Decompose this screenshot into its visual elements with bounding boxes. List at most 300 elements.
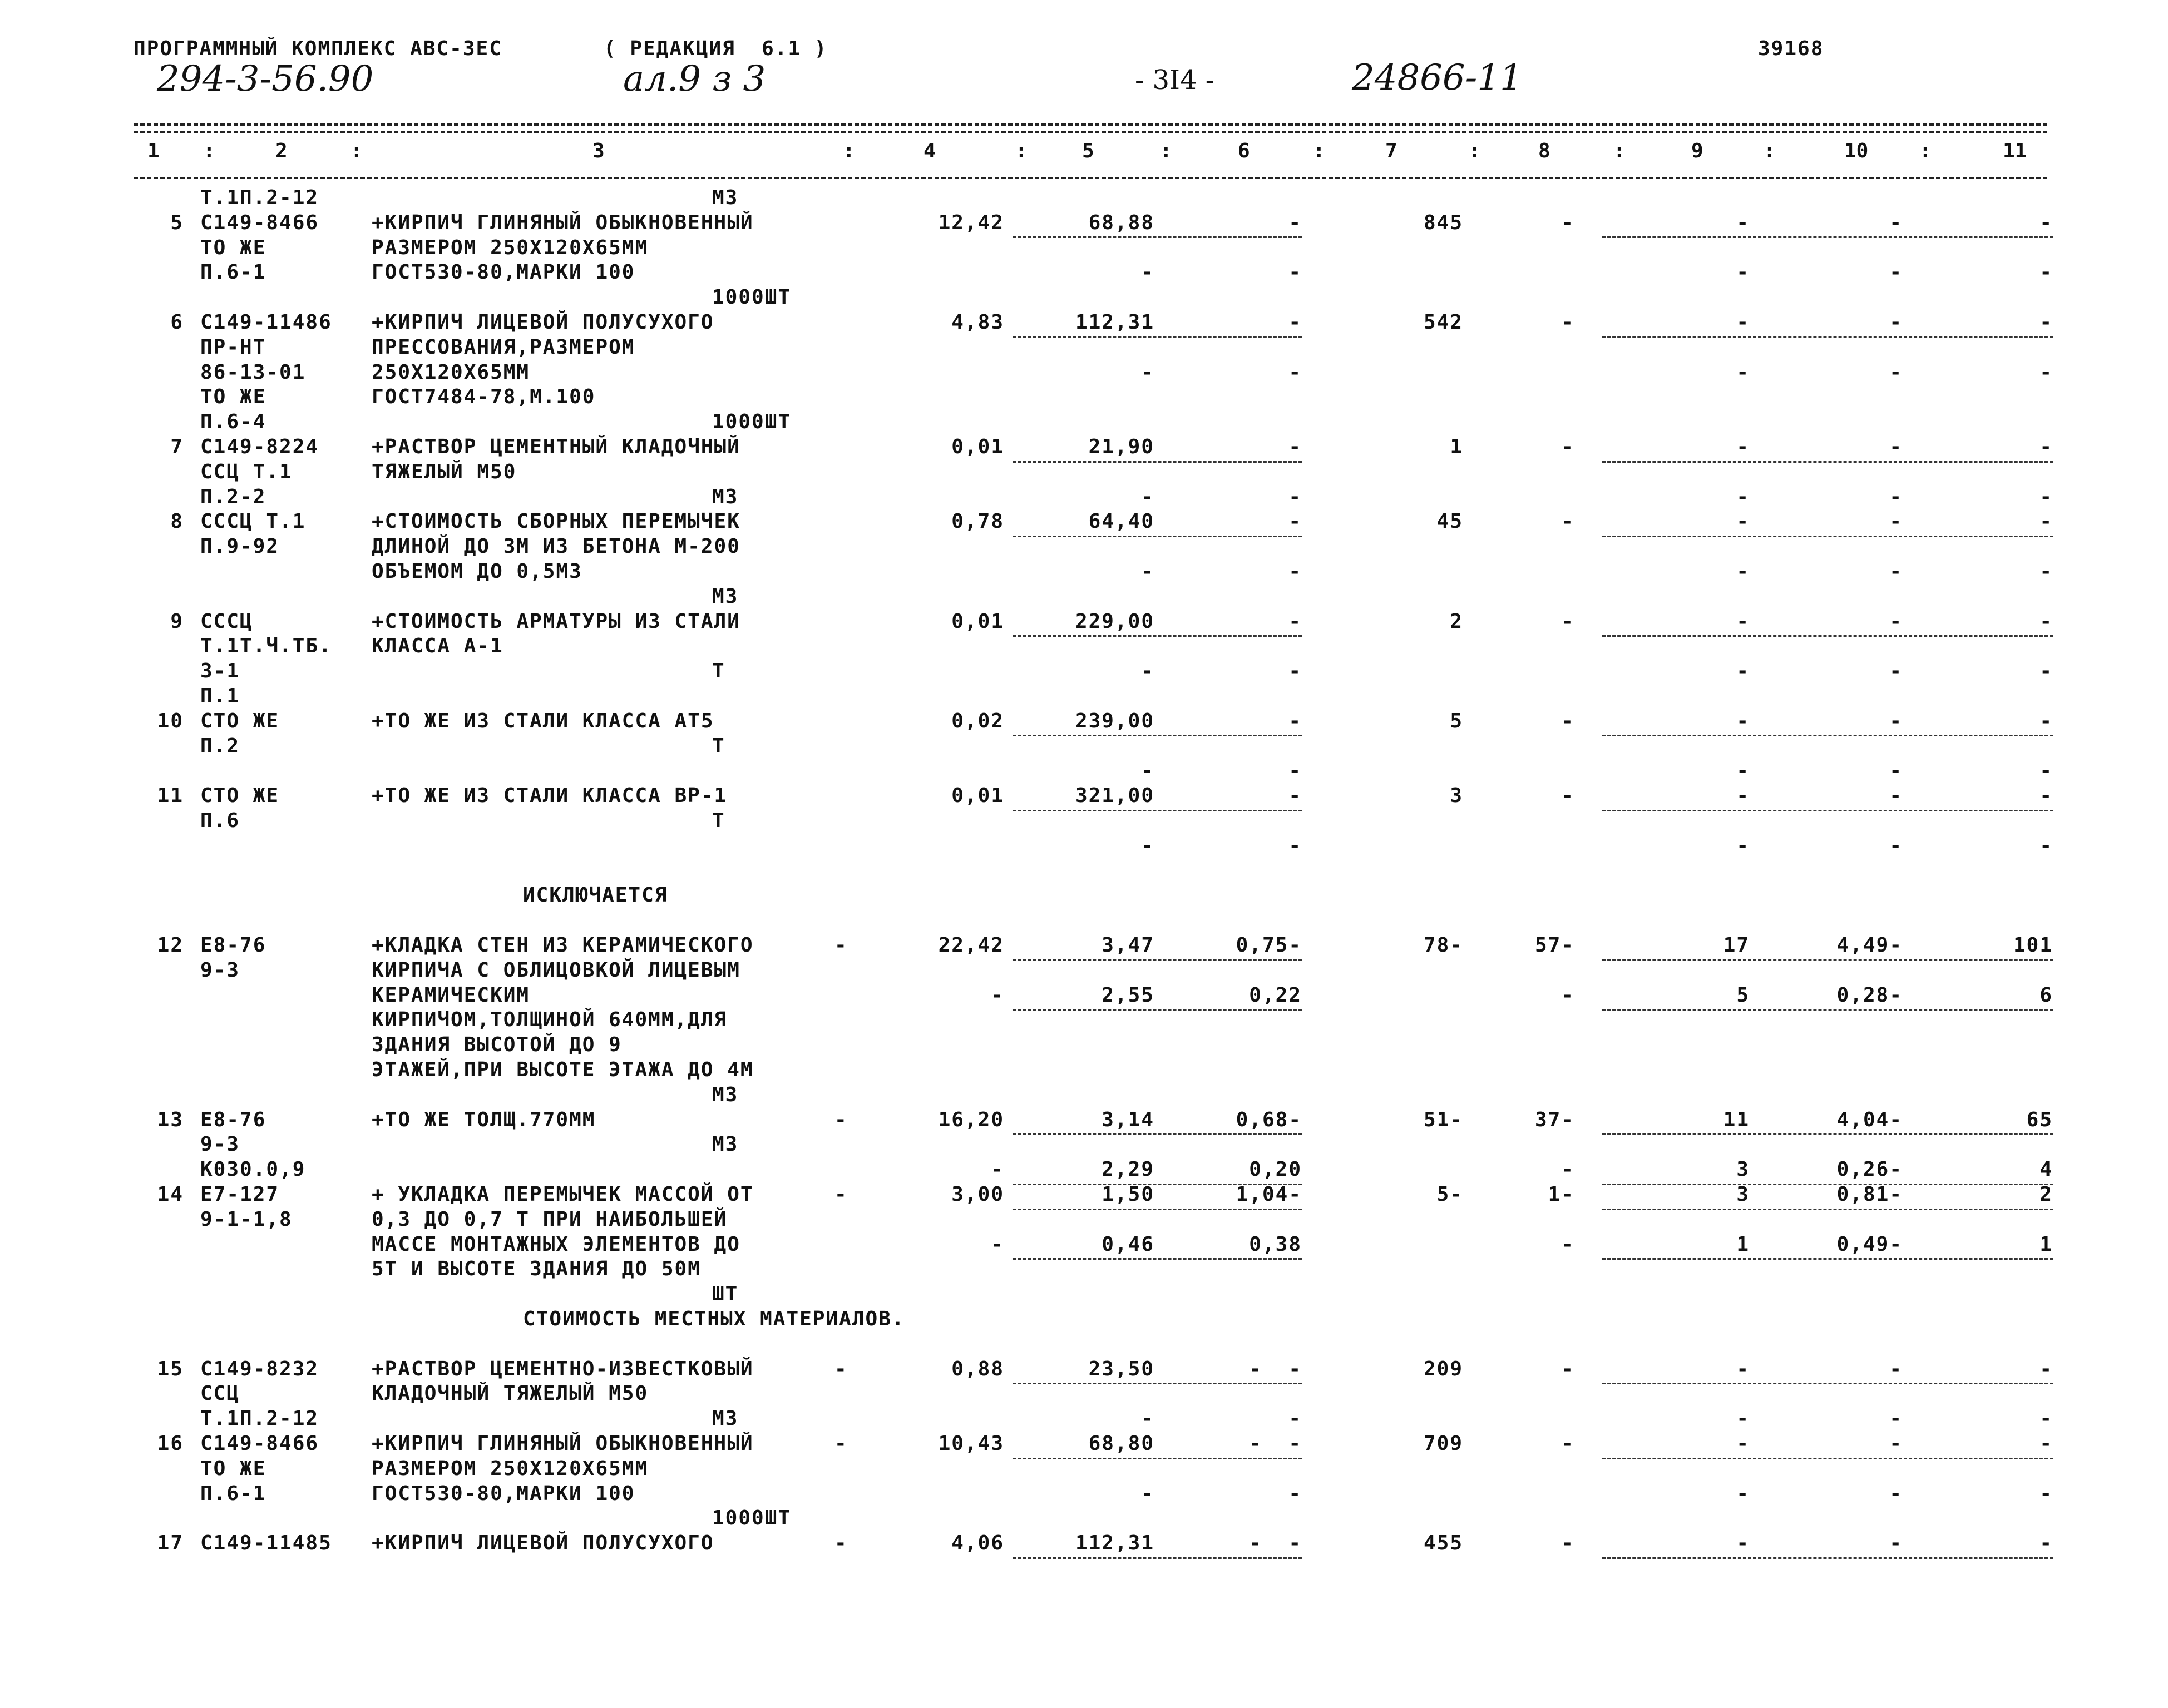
row-number: 16 (157, 1432, 184, 1455)
col-7-value: 845 (1423, 211, 1463, 234)
col-7-value: 45 (1436, 510, 1463, 533)
sub-rule (1602, 1258, 2053, 1260)
sub-rule (1013, 1258, 1302, 1260)
album-number: ал.9 з 3 (623, 58, 766, 100)
col-9-value: - (1736, 784, 1750, 808)
row-number: 13 (157, 1108, 184, 1131)
code-number: 39168 (1758, 37, 1824, 60)
unit-label: 1000ШТ (712, 1507, 792, 1530)
column-separator: : (350, 140, 363, 162)
work-description: +ТО ЖЕ ИЗ СТАЛИ КЛАССА ВР-1 (372, 784, 728, 808)
col-11-value: 6 (2039, 983, 2053, 1007)
col-10-value: - (1889, 360, 1903, 384)
col-10-value: - (1889, 1357, 1903, 1380)
col-5-value: - (1141, 560, 1154, 583)
col-8-value: - (1561, 1532, 1574, 1555)
col-8-value: - (1561, 1158, 1574, 1181)
col-6-value: - (1288, 759, 1302, 783)
work-description: КИРПИЧОМ,ТОЛЩИНОЙ 640ММ,ДЛЯ (372, 1008, 728, 1032)
column-header-9: 9 (1691, 140, 1703, 162)
sub-rule (1602, 1458, 2053, 1459)
work-description: +КИРПИЧ ЛИЦЕВОЙ ПОЛУСУХОГО (372, 1532, 714, 1555)
col-10-value: - (1889, 784, 1903, 808)
col-4-value: 0,01 (951, 610, 1004, 633)
col-6-value: - (1288, 660, 1302, 683)
work-description: ТЯЖЕЛЫЙ М50 (372, 460, 517, 483)
col-9-value: - (1736, 510, 1750, 533)
col-11-value: - (2039, 485, 2053, 508)
col-7-value: 1 (1450, 435, 1463, 458)
col-9-value: - (1736, 485, 1750, 508)
norm-code: 3-1 (200, 660, 240, 683)
sub-rule (1602, 1383, 2053, 1384)
norm-code: С149-11485 (200, 1532, 332, 1555)
row-number: 7 (170, 435, 184, 458)
col-5-value: - (1141, 1482, 1154, 1505)
col-9-value: - (1736, 660, 1750, 683)
col-6-value: - (1288, 360, 1302, 384)
section-heading: ИСКЛЮЧАЕТСЯ (523, 884, 668, 907)
norm-code: П.2-2 (200, 485, 266, 508)
col-11-value: - (2039, 261, 2053, 284)
work-description: ЭТАЖЕЙ,ПРИ ВЫСОТЕ ЭТАЖА ДО 4М (372, 1058, 754, 1081)
col-10-value: - (1889, 1407, 1903, 1430)
col-6-value: - - (1249, 1532, 1302, 1555)
sub-rule (1602, 461, 2053, 463)
column-separator: : (1160, 140, 1172, 162)
col-8-value: 37- (1534, 1108, 1574, 1131)
norm-code: СТО ЖЕ (200, 709, 280, 732)
col-6-value: - (1288, 1407, 1302, 1430)
description-marker: - (834, 1357, 848, 1380)
col-4-value: 3,00 (951, 1183, 1004, 1206)
col-7-value: 51- (1423, 1108, 1463, 1131)
sub-rule (1013, 810, 1302, 811)
sub-rule (1013, 236, 1302, 238)
col-11-value: - (2039, 610, 2053, 633)
norm-code: П.6-1 (200, 261, 266, 284)
column-header-3: 3 (592, 140, 605, 162)
col-9-value: - (1736, 311, 1750, 334)
norm-code: П.1 (200, 685, 240, 707)
col-11-value: 2 (2039, 1183, 2053, 1206)
col-5-value: 64,40 (1088, 510, 1154, 533)
col-6-value: - (1288, 485, 1302, 508)
work-description: РАЗМЕРОМ 250Х120Х65ММ (372, 1457, 649, 1480)
document-code: 294-3-56.90 (157, 58, 374, 100)
sub-rule (1013, 536, 1302, 537)
col-11-value: - (2039, 510, 2053, 533)
col-4-value: 0,88 (951, 1357, 1004, 1380)
col-5-value: 112,31 (1075, 311, 1154, 334)
col-5-value: - (1141, 759, 1154, 783)
col-10-value: 0,49- (1836, 1232, 1903, 1256)
col-10-value: - (1889, 560, 1903, 583)
work-description: ДЛИНОЙ ДО 3М ИЗ БЕТОНА М-200 (372, 535, 740, 558)
work-description: +СТОИМОСТЬ АРМАТУРЫ ИЗ СТАЛИ (372, 610, 740, 633)
description-marker: - (834, 1432, 848, 1455)
col-6-value: - (1288, 435, 1302, 458)
column-header-5: 5 (1082, 140, 1094, 162)
col-5-value: 321,00 (1075, 784, 1154, 808)
norm-code: С149-8466 (200, 211, 319, 234)
col-9-value: 17 (1723, 934, 1750, 957)
col-11-value: - (2039, 709, 2053, 732)
column-header-4: 4 (924, 140, 936, 162)
col-6-value: 0,22 (1249, 983, 1302, 1007)
norm-code: Т.1Т.Ч.ТБ. (200, 635, 332, 658)
col-4-value: 0,02 (951, 709, 1004, 732)
norm-code: 9-1-1,8 (200, 1207, 293, 1231)
col-5-value: 239,00 (1075, 709, 1154, 732)
description-marker: - (834, 1532, 848, 1555)
col-5-value: 0,46 (1102, 1232, 1154, 1256)
col-9-value: 11 (1723, 1108, 1750, 1131)
column-separator: : (1764, 140, 1776, 162)
col-11-value: - (2039, 759, 2053, 783)
sub-rule (1013, 1383, 1302, 1384)
col-9-value: - (1736, 709, 1750, 732)
col-6-value: - (1288, 211, 1302, 234)
row-number: 12 (157, 934, 184, 957)
col-4-value: 10,43 (938, 1432, 1004, 1455)
col-7-value: 5- (1436, 1183, 1463, 1206)
col-4-value: 0,01 (951, 784, 1004, 808)
col-9-value: 3 (1736, 1158, 1750, 1181)
norm-code: К030.0,9 (200, 1158, 306, 1181)
unit-label: Т (712, 734, 725, 758)
col-6-value: 0,75- (1236, 934, 1302, 957)
col-6-value: - - (1249, 1432, 1302, 1455)
column-header-1: 1 (147, 140, 160, 162)
work-description: КЛАДОЧНЫЙ ТЯЖЕЛЫЙ М50 (372, 1382, 649, 1405)
sub-rule (1602, 536, 2053, 537)
work-description: ГОСТ530-80,МАРКИ 100 (372, 1482, 635, 1505)
sub-rule (1013, 735, 1302, 736)
col-11-value: - (2039, 560, 2053, 583)
row-number: 11 (157, 784, 184, 808)
col-4-value: 4,06 (951, 1532, 1004, 1555)
col-9-value: - (1736, 610, 1750, 633)
unit-label: 1000ШТ (712, 286, 792, 309)
header-rule-top-2 (134, 131, 2047, 133)
row-number: 9 (170, 610, 184, 633)
work-description: КЕРАМИЧЕСКИМ (372, 983, 530, 1007)
work-description: +ТО ЖЕ ИЗ СТАЛИ КЛАССА АТ5 (372, 709, 714, 732)
work-description: 0,3 ДО 0,7 Т ПРИ НАИБОЛЬШЕЙ (372, 1207, 728, 1231)
column-separator: : (1469, 140, 1481, 162)
header-rule-top (134, 123, 2047, 126)
col-11-value: - (2039, 435, 2053, 458)
col-10-value: 0,81- (1836, 1183, 1903, 1206)
col-8-value: - (1561, 311, 1574, 334)
unit-label: Т (712, 660, 725, 683)
col-6-value: - (1288, 560, 1302, 583)
row-number: 6 (170, 311, 184, 334)
norm-code: ПР-НТ (200, 335, 266, 359)
column-separator: : (1015, 140, 1028, 162)
sub-rule (1602, 810, 2053, 811)
col-7-value: 542 (1423, 311, 1463, 334)
column-separator: : (1313, 140, 1325, 162)
col-10-value: - (1889, 1432, 1903, 1455)
description-marker: - (834, 1108, 848, 1131)
column-separator: : (203, 140, 215, 162)
norm-code: П.2 (200, 734, 240, 758)
program-name: ПРОГРАММНЫЙ КОМПЛЕКС АВС-3ЕС (134, 37, 502, 60)
col-9-value: - (1736, 360, 1750, 384)
col-5-value: - (1141, 261, 1154, 284)
norm-code: П.6-4 (200, 410, 266, 434)
col-8-value: - (1561, 610, 1574, 633)
col-4-value: - (991, 1158, 1004, 1181)
column-separator: : (1613, 140, 1626, 162)
col-10-value: - (1889, 211, 1903, 234)
norm-code: ТО ЖЕ (200, 236, 266, 259)
col-9-value: - (1736, 560, 1750, 583)
col-5-value: - (1141, 660, 1154, 683)
sub-rule (1602, 1184, 2053, 1185)
col-6-value: 0,38 (1249, 1232, 1302, 1256)
col-5-value: 68,88 (1088, 211, 1154, 234)
norm-code: СССЦ (200, 610, 253, 633)
col-6-value: - (1288, 834, 1302, 857)
sub-rule (1602, 236, 2053, 238)
col-6-value: - (1288, 709, 1302, 732)
description-marker: - (834, 934, 848, 957)
col-5-value: 23,50 (1088, 1357, 1154, 1380)
col-10-value: 4,04- (1836, 1108, 1903, 1131)
work-description: +РАСТВОР ЦЕМЕНТНЫЙ КЛАДОЧНЫЙ (372, 435, 740, 458)
column-header-7: 7 (1385, 140, 1397, 162)
col-9-value: 1 (1736, 1232, 1750, 1256)
unit-label: Т (712, 809, 725, 832)
sub-rule (1013, 635, 1302, 637)
sub-rule (1013, 461, 1302, 463)
row-number: 15 (157, 1357, 184, 1380)
col-7-value: 2 (1450, 610, 1463, 633)
sub-rule (1602, 1557, 2053, 1559)
col-5-value: - (1141, 360, 1154, 384)
col-10-value: - (1889, 510, 1903, 533)
col-8-value: 1- (1548, 1183, 1574, 1206)
col-11-value: 4 (2039, 1158, 2053, 1181)
column-header-10: 10 (1844, 140, 1869, 162)
column-header-11: 11 (2003, 140, 2027, 162)
col-11-value: - (2039, 1532, 2053, 1555)
col-7-value: 3 (1450, 784, 1463, 808)
sub-rule (1013, 1009, 1302, 1011)
col-9-value: - (1736, 1532, 1750, 1555)
col-4-value: 0,78 (951, 510, 1004, 533)
col-11-value: - (2039, 784, 2053, 808)
norm-code: Е8-76 (200, 934, 266, 957)
unit-label: М3 (712, 1083, 739, 1106)
work-description: КИРПИЧА С ОБЛИЦОВКОЙ ЛИЦЕВЫМ (372, 958, 740, 982)
col-5-value: 229,00 (1075, 610, 1154, 633)
sub-rule (1013, 1133, 1302, 1135)
work-description: 5Т И ВЫСОТЕ ЗДАНИЯ ДО 50М (372, 1258, 701, 1281)
column-separator: : (843, 140, 855, 162)
col-8-value: - (1561, 1232, 1574, 1256)
column-header-8: 8 (1538, 140, 1550, 162)
col-11-value: 101 (2013, 934, 2053, 957)
sub-rule (1602, 1209, 2053, 1210)
col-4-value: 4,83 (951, 311, 1004, 334)
norm-code: СССЦ Т.1 (200, 510, 306, 533)
col-10-value: - (1889, 660, 1903, 683)
col-6-value: - (1288, 311, 1302, 334)
work-description: +РАСТВОР ЦЕМЕНТНО-ИЗВЕСТКОВЫЙ (372, 1357, 754, 1380)
col-4-value: - (991, 1232, 1004, 1256)
work-description: ГОСТ530-80,МАРКИ 100 (372, 261, 635, 284)
col-9-value: - (1736, 435, 1750, 458)
col-11-value: - (2039, 1432, 2053, 1455)
col-6-value: - (1288, 610, 1302, 633)
work-description: +КЛАДКА СТЕН ИЗ КЕРАМИЧЕСКОГО (372, 934, 754, 957)
unit-label: М3 (712, 585, 739, 608)
col-8-value: - (1561, 510, 1574, 533)
col-9-value: - (1736, 759, 1750, 783)
work-description: КЛАССА А-1 (372, 635, 503, 658)
col-10-value: 0,26- (1836, 1158, 1903, 1181)
col-5-value: 1,50 (1102, 1183, 1154, 1206)
col-7-value: 78- (1423, 934, 1463, 957)
col-6-value: - - (1249, 1357, 1302, 1380)
norm-code: П.6-1 (200, 1482, 266, 1505)
col-4-value: 22,42 (938, 934, 1004, 957)
unit-label: М3 (712, 1133, 739, 1156)
col-4-value: 0,01 (951, 435, 1004, 458)
row-number: 17 (157, 1532, 184, 1555)
unit-label: М3 (712, 186, 739, 209)
col-11-value: - (2039, 211, 2053, 234)
col-9-value: - (1736, 211, 1750, 234)
col-5-value: - (1141, 485, 1154, 508)
col-9-value: - (1736, 834, 1750, 857)
work-description: ГОСТ7484-78,М.100 (372, 385, 596, 409)
row-number: 5 (170, 211, 184, 234)
col-9-value: - (1736, 261, 1750, 284)
edition-label: ( РЕДАКЦИЯ 6.1 ) (604, 37, 828, 60)
sub-rule (1602, 959, 2053, 961)
col-5-value: 3,47 (1102, 934, 1154, 957)
column-header-6: 6 (1238, 140, 1250, 162)
norm-code: С149-11486 (200, 311, 332, 334)
norm-code: С149-8224 (200, 435, 319, 458)
col-5-value: 21,90 (1088, 435, 1154, 458)
col-10-value: 4,49- (1836, 934, 1903, 957)
row-number: 14 (157, 1183, 184, 1206)
col-11-value: - (2039, 360, 2053, 384)
col-5-value: 2,55 (1102, 983, 1154, 1007)
col-5-value: 3,14 (1102, 1108, 1154, 1131)
header-rule-bottom (134, 177, 2047, 179)
col-8-value: - (1561, 983, 1574, 1007)
sub-rule (1602, 336, 2053, 338)
norm-code: ТО ЖЕ (200, 1457, 266, 1480)
work-description: +КИРПИЧ ГЛИНЯНЫЙ ОБЫКНОВЕННЫЙ (372, 1432, 754, 1455)
col-9-value: - (1736, 1407, 1750, 1430)
col-6-value: - (1288, 784, 1302, 808)
norm-code: Т.1П.2-12 (200, 1407, 319, 1430)
col-6-value: - (1288, 510, 1302, 533)
row-number: 8 (170, 510, 184, 533)
col-11-value: 65 (2026, 1108, 2053, 1131)
norm-code: 9-3 (200, 958, 240, 982)
col-10-value: - (1889, 759, 1903, 783)
col-8-value: - (1561, 784, 1574, 808)
col-11-value: - (2039, 311, 2053, 334)
work-description: +КИРПИЧ ЛИЦЕВОЙ ПОЛУСУХОГО (372, 311, 714, 334)
norm-code: П.6 (200, 809, 240, 832)
col-4-value: 12,42 (938, 211, 1004, 234)
norm-code: С149-8232 (200, 1357, 319, 1380)
work-description: + УКЛАДКА ПЕРЕМЫЧЕК МАССОЙ ОТ (372, 1183, 754, 1206)
col-10-value: - (1889, 311, 1903, 334)
unit-label: ШТ (712, 1283, 739, 1306)
inventory-number: 24866-11 (1352, 57, 1523, 98)
sub-rule (1013, 1209, 1302, 1210)
norm-code: П.9-92 (200, 535, 280, 558)
work-description: ОБЪЕМОМ ДО 0,5М3 (372, 560, 582, 583)
sub-rule (1013, 959, 1302, 961)
col-5-value: - (1141, 834, 1154, 857)
col-9-value: - (1736, 1432, 1750, 1455)
col-10-value: 0,28- (1836, 983, 1903, 1007)
work-description: +КИРПИЧ ГЛИНЯНЫЙ ОБЫКНОВЕННЫЙ (372, 211, 754, 234)
col-10-value: - (1889, 435, 1903, 458)
work-description: РАЗМЕРОМ 250Х120Х65ММ (372, 236, 649, 259)
column-header-2: 2 (275, 140, 288, 162)
col-10-value: - (1889, 610, 1903, 633)
unit-label: М3 (712, 485, 739, 508)
col-6-value: 0,20 (1249, 1158, 1302, 1181)
col-10-value: - (1889, 485, 1903, 508)
column-separator: : (1919, 140, 1932, 162)
work-description: +ТО ЖЕ ТОЛЩ.770ММ (372, 1108, 596, 1131)
sub-rule (1602, 635, 2053, 637)
col-10-value: - (1889, 261, 1903, 284)
col-9-value: 5 (1736, 983, 1750, 1007)
col-9-value: 3 (1736, 1183, 1750, 1206)
sub-rule (1602, 735, 2053, 736)
unit-label: 1000ШТ (712, 410, 792, 434)
col-7-value: 709 (1423, 1432, 1463, 1455)
unit-label: М3 (712, 1407, 739, 1430)
norm-code: 9-3 (200, 1133, 240, 1156)
work-description: МАССЕ МОНТАЖНЫХ ЭЛЕМЕНТОВ ДО (372, 1232, 740, 1256)
col-11-value: - (2039, 1407, 2053, 1430)
work-description: ЗДАНИЯ ВЫСОТОЙ ДО 9 (372, 1033, 622, 1057)
norm-code: С149-8466 (200, 1432, 319, 1455)
sub-rule (1602, 1133, 2053, 1135)
col-11-value: - (2039, 1482, 2053, 1505)
page-number: - 3I4 - (1135, 65, 1214, 96)
col-9-value: - (1736, 1357, 1750, 1380)
col-6-value: 0,68- (1236, 1108, 1302, 1131)
col-7-value: 209 (1423, 1357, 1463, 1380)
col-11-value: - (2039, 1357, 2053, 1380)
sub-rule (1602, 1009, 2053, 1011)
norm-code: 86-13-01 (200, 360, 306, 384)
col-10-value: - (1889, 834, 1903, 857)
row-number: 10 (157, 709, 184, 732)
sub-rule (1013, 1458, 1302, 1459)
col-4-value: - (991, 983, 1004, 1007)
col-7-value: 455 (1423, 1532, 1463, 1555)
work-description: 250Х120Х65ММ (372, 360, 530, 384)
